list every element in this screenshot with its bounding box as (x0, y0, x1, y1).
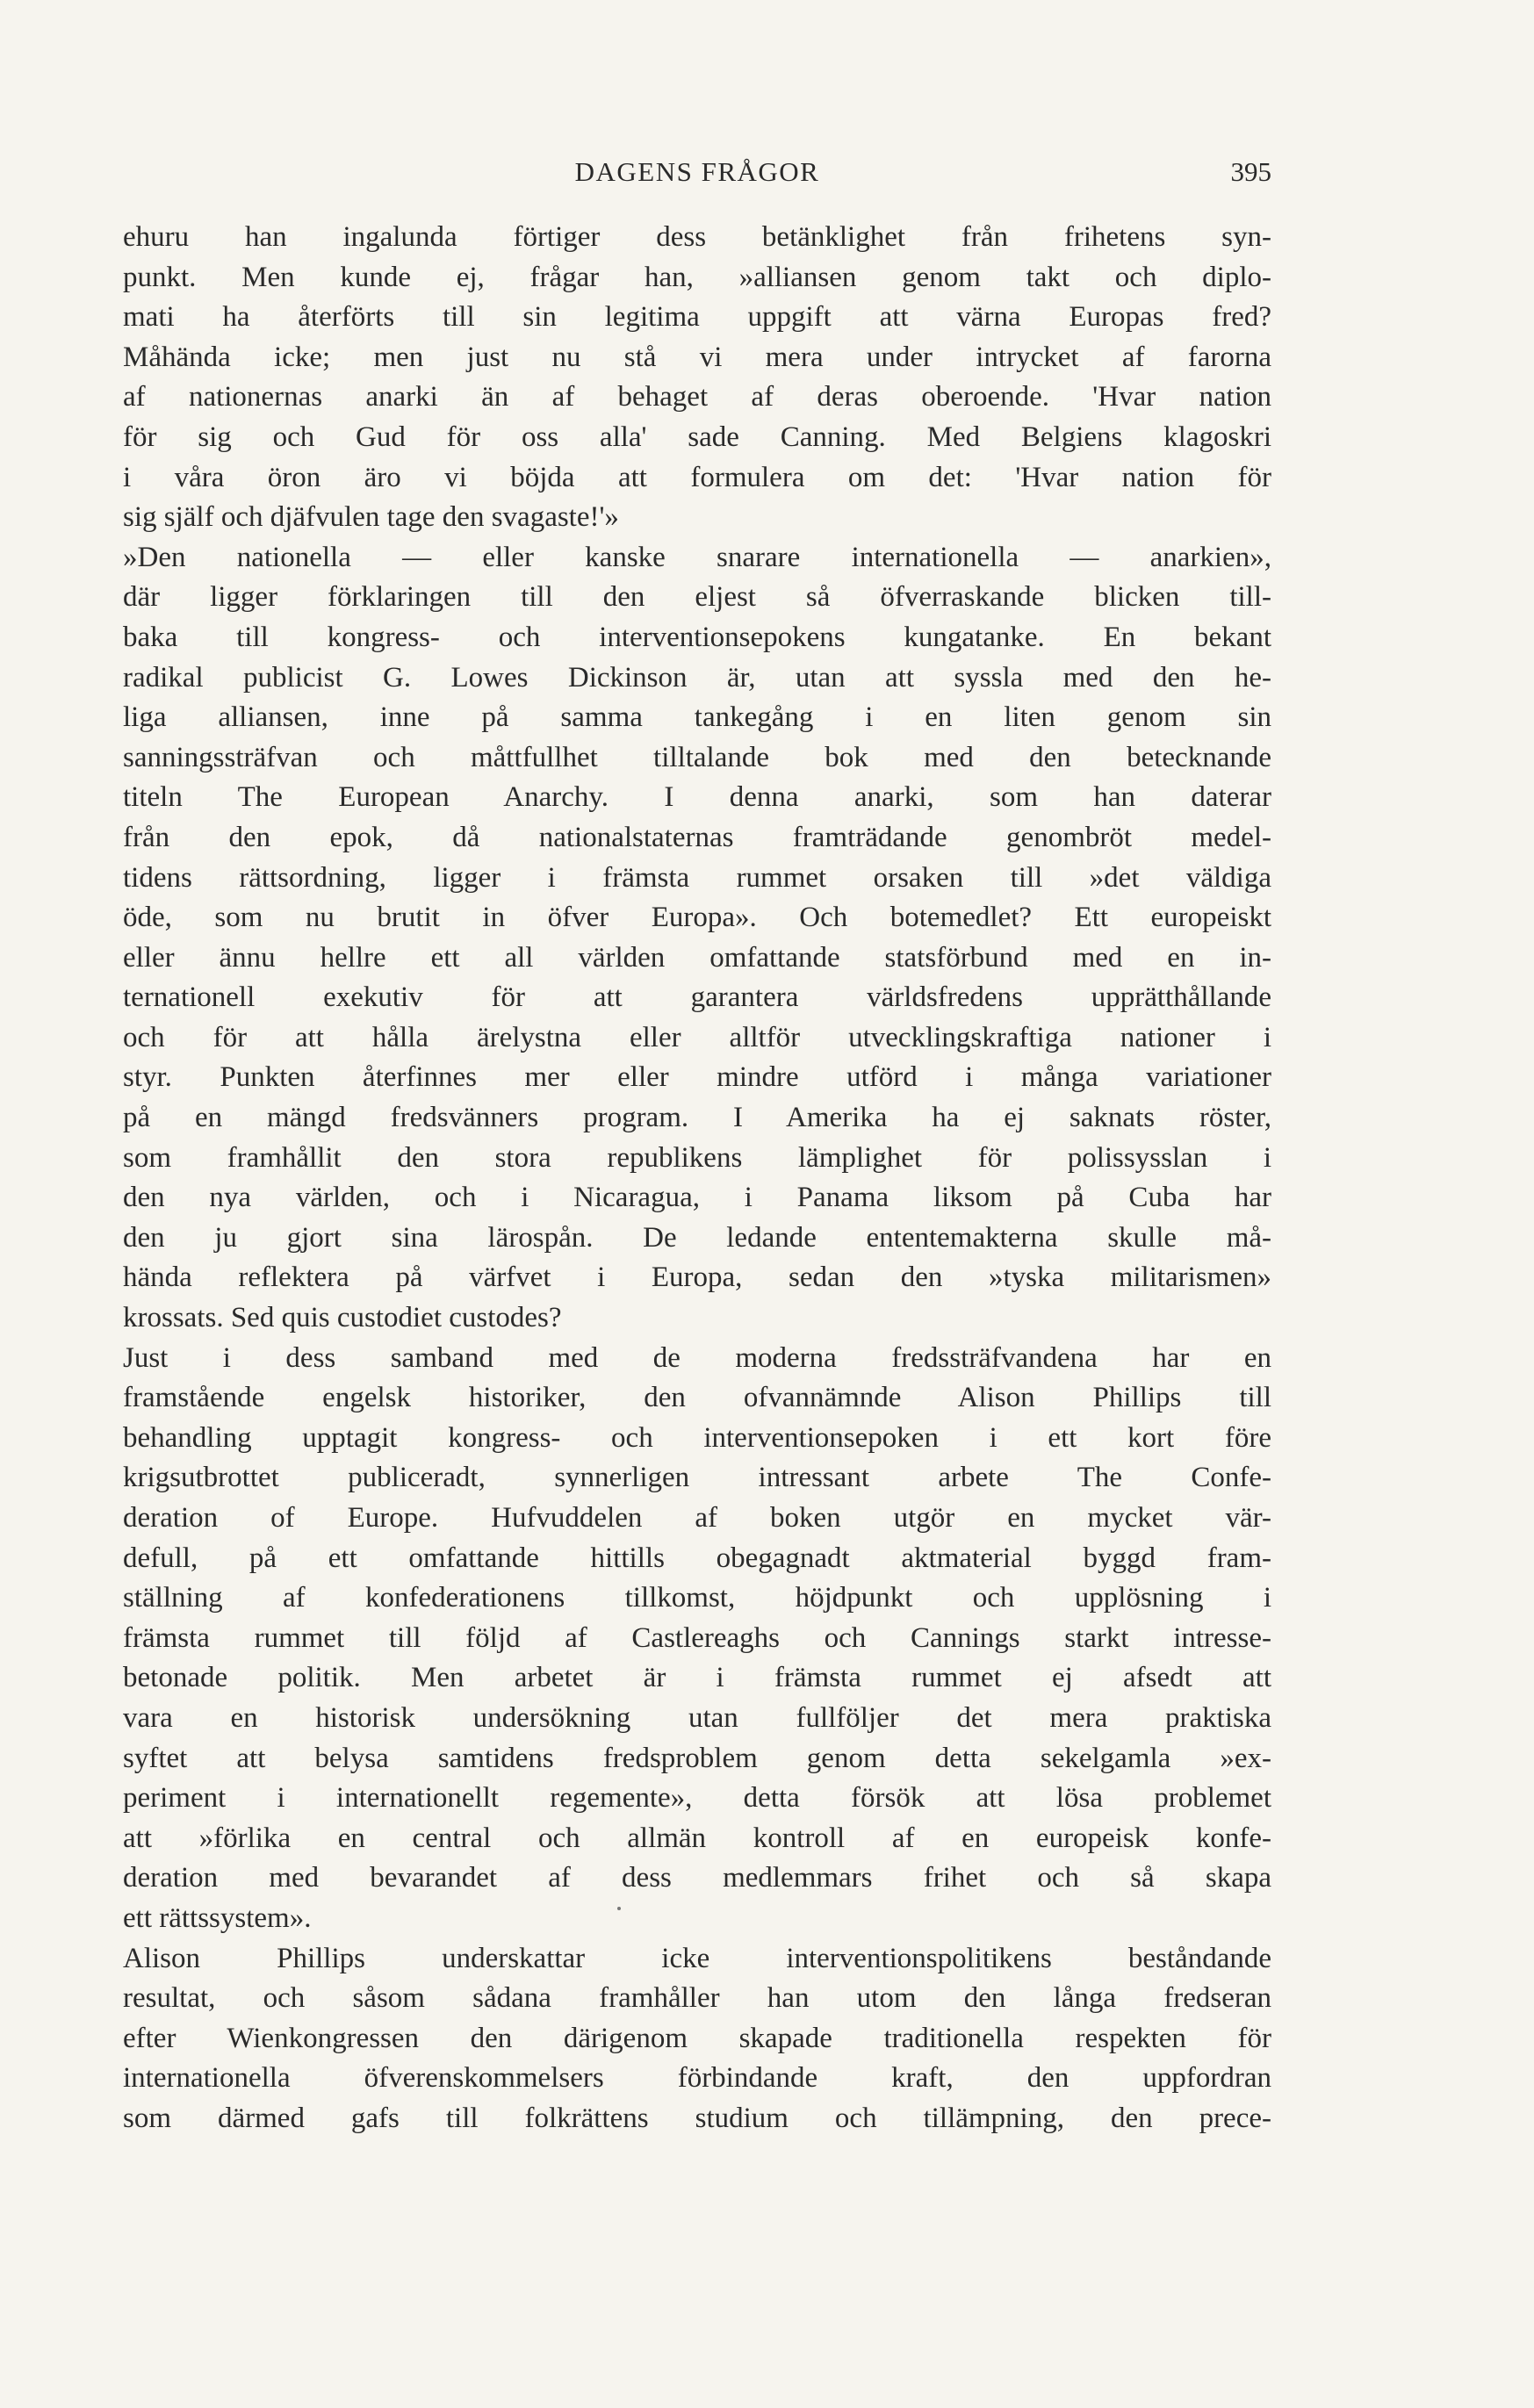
page-header (123, 156, 1271, 195)
body-text (123, 218, 1271, 2139)
text-line: radikal publicist G. Lowes Dickinson är, utan att syssla med den he- (123, 661, 1271, 694)
text-line: ternationell exekutiv för att garantera världsfredens upprätthållande (123, 981, 1271, 1014)
text-line: Måhända icke; men just nu stå vi mera under intrycket af farorna (123, 341, 1271, 373)
text-line: öde, som nu brutit in öfver Europa». Och botemedlet? Ett europeiskt (123, 902, 1271, 934)
text-line: deration med bevarandet af dess medlemmars frihet och så skapa (123, 1862, 1271, 1894)
text-line: »Den nationella — eller kanske snarare internationella — anarkien», (123, 541, 1271, 573)
text-line: defull, på ett omfattande hittills obegagnadt aktmaterial byggd fram- (123, 1542, 1271, 1574)
text-line: af nationernas anarki än af behaget af deras oberoende. 'Hvar nation (123, 381, 1271, 413)
text-line: ehuru han ingalunda förtiger dess betänklighet från frihetens syn- (123, 221, 1271, 253)
running-title: DAGENS FRÅGOR (574, 156, 820, 187)
text-line: främsta rummet till följd af Castlereaghs och Cannings starkt intresse- (123, 1621, 1271, 1654)
text-line: behandling upptagit kongress- och interventionsepoken i ett kort före (123, 1421, 1271, 1454)
text-line: framstående engelsk historiker, den ofvannämnde Alison Phillips till (123, 1382, 1271, 1414)
text-line: hända reflektera på värfvet i Europa, sedan den »tyska militarismen» (123, 1262, 1271, 1294)
text-line: för sig och Gud för oss alla' sade Canning. Med Belgiens klagoskri (123, 421, 1271, 453)
text-line: syftet att belysa samtidens fredsproblem genom detta sekelgamla »ex- (123, 1742, 1271, 1774)
text-line: internationella öfverenskommelsers förbindande kraft, den uppfordran (123, 2062, 1271, 2095)
text-line: vara en historisk undersökning utan fullföljer det mera praktiska (123, 1701, 1271, 1734)
text-line: på en mängd fredsvänners program. I Amerika ha ej saknats röster, (123, 1102, 1271, 1134)
text-line: sig själf och djäfvulen tage den svagaste!'» (123, 501, 619, 534)
text-line: krossats. Sed quis custodiet custodes? (123, 1302, 562, 1334)
text-line: baka till kongress- och interventionsepokens kungatanke. En bekant (123, 621, 1271, 653)
print-speck (617, 1907, 621, 1910)
text-line: som därmed gafs till folkrättens studium och tillämpning, den prece- (123, 2102, 1271, 2134)
text-line: eller ännu hellre ett all världen omfattande statsförbund med en in- (123, 941, 1271, 974)
text-line: titeln The European Anarchy. I denna anarki, som han daterar (123, 781, 1271, 814)
text-line: liga alliansen, inne på samma tankegång i en liten genom sin (123, 701, 1271, 734)
text-line: och för att hålla ärelystna eller alltför utvecklingskraftiga nationer i (123, 1021, 1271, 1053)
page-number: 395 (1230, 156, 1271, 187)
text-line: ett rättssystem». (123, 1901, 312, 1934)
text-line: periment i internationellt regemente», detta försök att lösa problemet (123, 1782, 1271, 1815)
text-line: från den epok, då nationalstaternas framträdande genombröt medel- (123, 821, 1271, 853)
text-line: styr. Punkten återfinnes mer eller mindre utförd i många variationer (123, 1061, 1271, 1094)
text-line: Alison Phillips underskattar icke interventionspolitikens beståndande (123, 1942, 1271, 1974)
text-line: där ligger förklaringen till den eljest så öfverraskande blicken till- (123, 581, 1271, 614)
text-line: efter Wienkongressen den därigenom skapade traditionella respekten för (123, 2022, 1271, 2054)
text-line: att »förlika en central och allmän kontroll af en europeisk konfe- (123, 1822, 1271, 1854)
text-line: deration of Europe. Hufvuddelen af boken utgör en mycket vär- (123, 1502, 1271, 1534)
text-line: Just i dess samband med de moderna fredssträfvandena har en (123, 1341, 1271, 1374)
text-line: den ju gjort sina lärospån. De ledande ententemakterna skulle må- (123, 1221, 1271, 1254)
text-line: den nya världen, och i Nicaragua, i Panama liksom på Cuba har (123, 1182, 1271, 1214)
text-line: som framhållit den stora republikens lämplighet för polissysslan i (123, 1141, 1271, 1174)
text-line: betonade politik. Men arbetet är i främsta rummet ej afsedt att (123, 1662, 1271, 1694)
text-line: resultat, och såsom sådana framhåller han utom den långa fredseran (123, 1982, 1271, 2015)
text-line: krigsutbrottet publiceradt, synnerligen intressant arbete The Confe- (123, 1462, 1271, 1494)
text-line: ställning af konfederationens tillkomst, höjdpunkt och upplösning i (123, 1582, 1271, 1614)
text-line: punkt. Men kunde ej, frågar han, »alliansen genom takt och diplo- (123, 261, 1271, 293)
text-line: tidens rättsordning, ligger i främsta rummet orsaken till »det väldiga (123, 861, 1271, 894)
text-line: i våra öron äro vi böjda att formulera om det: 'Hvar nation för (123, 461, 1271, 493)
text-line: mati ha återförts till sin legitima uppgift att värna Europas fred? (123, 301, 1271, 334)
text-line: sanningssträfvan och måttfullhet tilltalande bok med den betecknande (123, 741, 1271, 773)
